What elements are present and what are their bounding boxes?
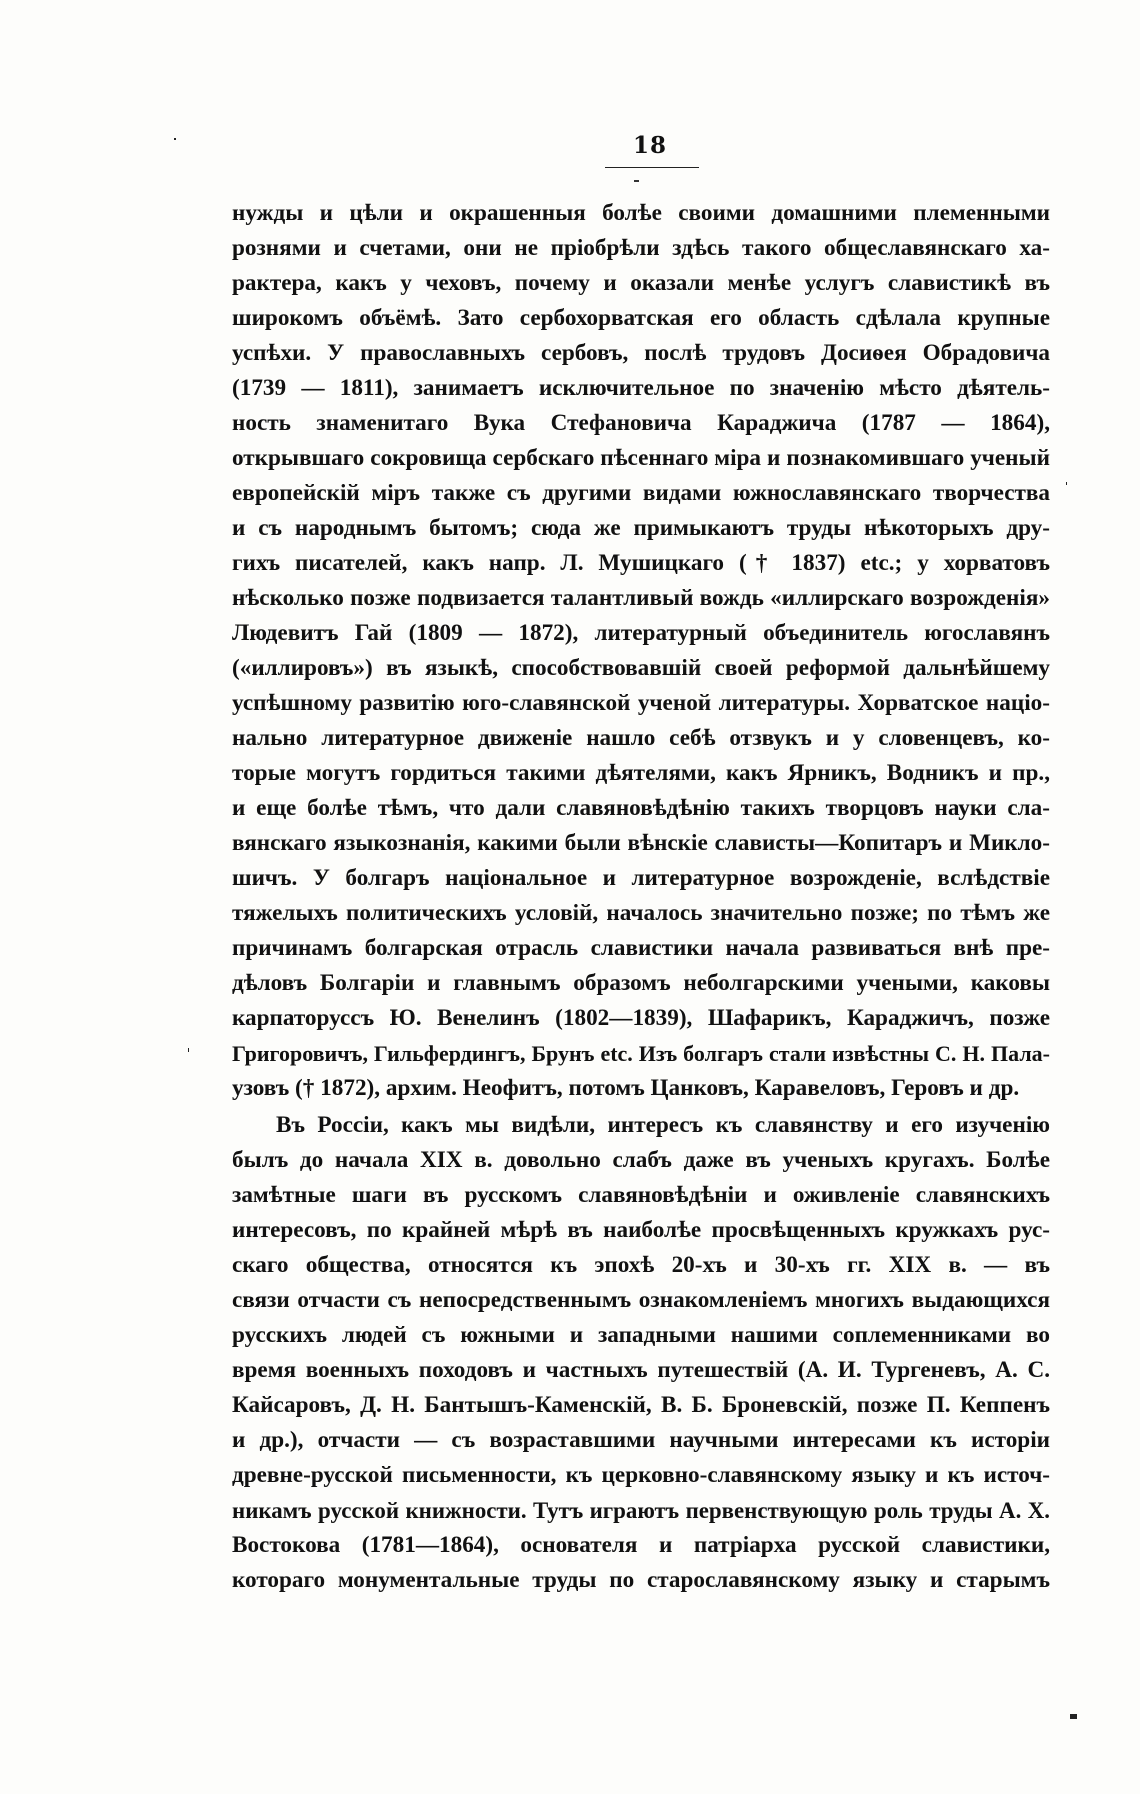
text-line: («иллировъ») въ языкѣ, способствовавшій своей реформой дальнѣйшему <box>232 655 1050 681</box>
scan-speck <box>188 1048 189 1052</box>
text-line: и съ народнымъ бытомъ; сюда же примыкаютъ труды нѣкоторыхъ дру- <box>232 515 1050 541</box>
text-line: былъ до начала XIX в. довольно слабъ даже въ ученыхъ кругахъ. Болѣе <box>232 1147 1050 1173</box>
text-line: узовъ († 1872), архим. Неофитъ, потомъ Цанковъ, Каравеловъ, Геровъ и др. <box>232 1075 1020 1101</box>
text-line: древне-русской письменности, къ церковно-славянскому языку и къ источ- <box>232 1462 1050 1488</box>
body-text <box>232 196 1050 1598</box>
text-line: шичъ. У болгаръ національное и литературное возрожденіе, вслѣдствіе <box>232 865 1050 891</box>
text-line: карпаторуссъ Ю. Венелинъ (1802—1839), Шафарикъ, Караджичъ, позже <box>232 1005 1050 1031</box>
text-line: русскихъ людей съ южными и западными нашими соплеменниками во <box>232 1322 1050 1348</box>
text-line: скаго общества, относятся къ эпохѣ 20-хъ и 30-хъ гг. XIX в. — въ <box>232 1252 1050 1278</box>
text-line: Людевитъ Гай (1809 — 1872), литературный объединитель югославянъ <box>232 620 1050 646</box>
text-line: торые могутъ гордиться такими дѣятелями, какъ Ярникъ, Водникъ и пр., <box>232 760 1050 786</box>
text-line: нѣсколько позже подвизается талантливый вождь «иллирскаго возрожденія» <box>232 585 1050 611</box>
text-line: никамъ русской книжности. Тутъ играютъ первенствующую роль труды А. Х. <box>232 1498 1050 1523</box>
text-line: и еще болѣе тѣмъ, что дали славяновѣдѣнію такихъ творцовъ науки сла- <box>232 795 1050 821</box>
text-line: причинамъ болгарская отрасль славистики начала развиваться внѣ пре- <box>232 935 1050 961</box>
text-line: ность знаменитаго Вука Стефановича Караджича (1787 — 1864), <box>232 410 1050 436</box>
text-line: (1739 — 1811), занимаетъ исключительное по значенію мѣсто дѣятель- <box>232 375 1050 401</box>
text-line: Кайсаровъ, Д. Н. Бантышъ-Каменскій, В. Б. Броневскій, позже П. Кеппенъ <box>232 1392 1050 1418</box>
text-line: рактера, какъ у чеховъ, почему и оказали менѣе услугъ славистикѣ въ <box>232 270 1050 296</box>
text-line: время военныхъ походовъ и частныхъ путешествій (А. И. Тургеневъ, А. С. <box>232 1357 1050 1383</box>
text-line: и др.), отчасти — съ возраставшими научными интересами къ исторіи <box>232 1427 1050 1453</box>
scan-speck <box>174 138 176 140</box>
text-line: гихъ писателей, какъ напр. Л. Мушицкаго († 1837) etc.; у хорватовъ <box>232 550 1050 576</box>
text-line: связи отчасти съ непосредственнымъ ознакомленіемъ многихъ выдающихся <box>232 1287 1050 1313</box>
text-line: дѣловъ Болгаріи и главнымъ образомъ неболгарскими учеными, каковы <box>232 970 1050 996</box>
text-line: котораго монументальные труды по старославянскому языку и старымъ <box>232 1567 1050 1593</box>
text-line: вянскаго языкознанія, какими были вѣнскіе слависты—Копитаръ и Миклo- <box>232 830 1050 856</box>
text-line: рознями и счетами, они не пріобрѣли здѣсь такого общеславянскаго ха- <box>232 235 1050 261</box>
page-number: 18 <box>632 132 667 159</box>
text-line: открывшаго сокровища сербскаго пѣсеннаго міра и познакомившаго ученый <box>232 445 1050 471</box>
text-line: тяжелыхъ политическихъ условій, началось значительно позже; по тѣмъ же <box>232 900 1050 926</box>
text-line: нужды и цѣли и окрашенныя болѣе своими домашними племенными <box>232 200 1050 226</box>
text-line: успѣшному развитію юго-славянской ученой литературы. Хорватское націо- <box>232 690 1050 716</box>
text-line: Востокова (1781—1864), основателя и патріарха русской славистики, <box>232 1532 1050 1558</box>
header-rule <box>605 167 699 168</box>
text-line: замѣтные шаги въ русскомъ славяновѣдѣніи и оживленіе славянскихъ <box>232 1182 1050 1208</box>
scan-speck <box>1066 482 1067 485</box>
text-line: широкомъ объёмѣ. Зато сербохорватская его область сдѣлала крупные <box>232 305 1050 331</box>
text-line: европейскій міръ также съ другими видами южнославянскаго творчества <box>232 480 1050 506</box>
scan-speck <box>1070 1714 1077 1719</box>
text-line: нально литературное движеніе нашло себѣ отзвукъ и у словенцевъ, ко- <box>232 725 1050 751</box>
paragraph-first-line: Въ Россіи, какъ мы видѣли, интересъ къ славянству и его изученію <box>276 1112 1050 1138</box>
header-dot <box>634 180 639 182</box>
text-line: успѣхи. У православныхъ сербовъ, послѣ трудовъ Досиѳея Обрадовича <box>232 340 1050 366</box>
text-line: интересовъ, по крайней мѣрѣ въ наиболѣе просвѣщенныхъ кружкахъ рус- <box>232 1217 1050 1243</box>
text-line: Григоровичъ, Гильфердингъ, Брунъ etc. Изъ болгаръ стали извѣстны С. Н. Пала- <box>232 1041 1050 1066</box>
